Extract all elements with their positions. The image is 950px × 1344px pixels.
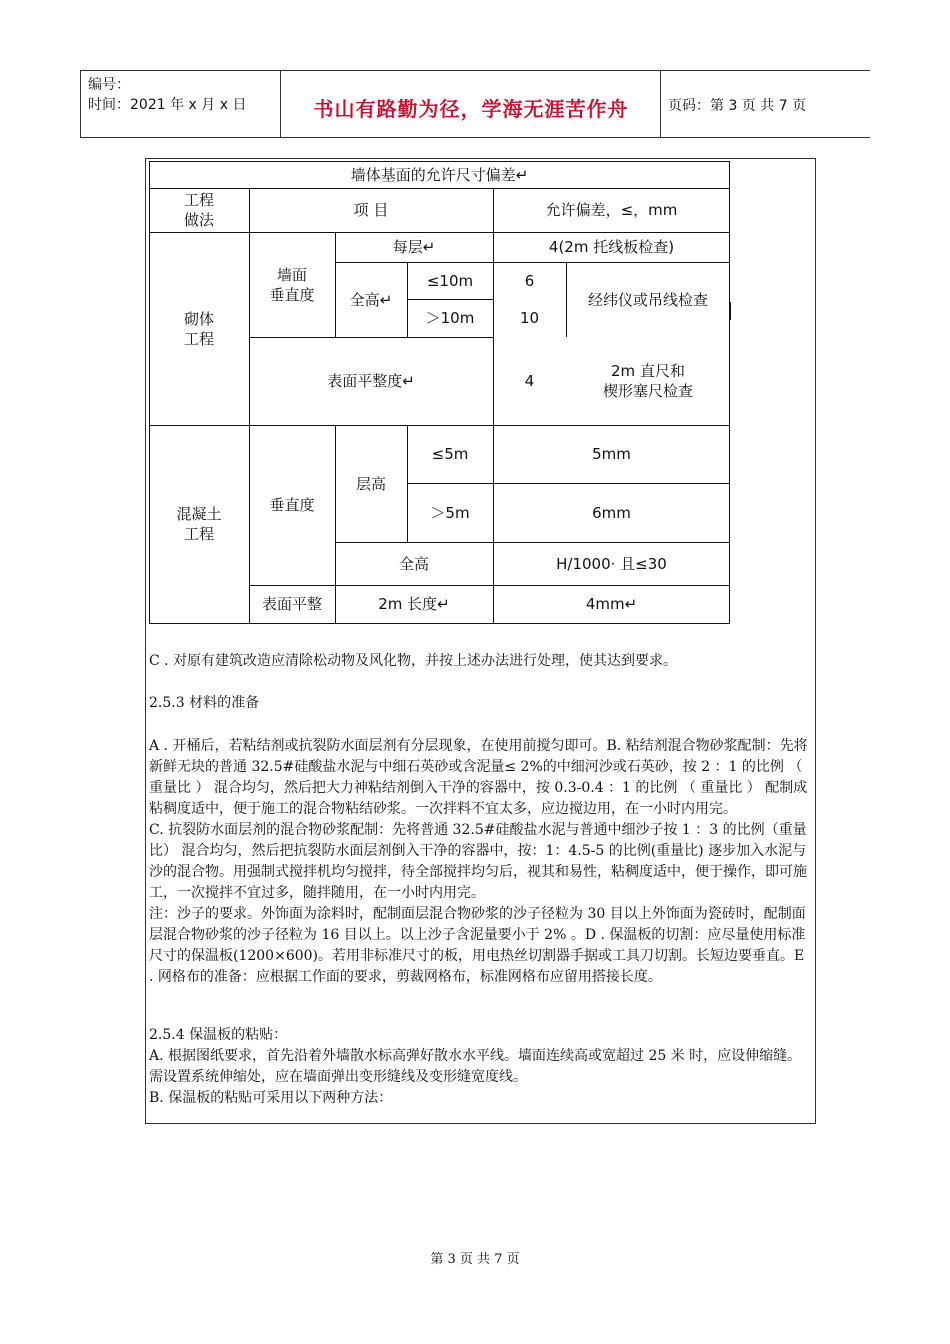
page-header [80, 70, 870, 138]
concrete-flatness-label: 表面平整 [261, 595, 322, 613]
text-cursor-mark [729, 302, 731, 320]
le10-label: ≤10m [426, 271, 474, 290]
le10-value: 6 [524, 271, 535, 290]
gt5-label: ＞5m [430, 503, 470, 522]
bonding-section [149, 1025, 812, 1109]
le5-label: ≤5m [431, 445, 469, 463]
concrete-group: 混凝土 工程 [176, 505, 222, 543]
gt10-label: ＞10m [425, 309, 475, 327]
header-divider [80, 71, 81, 137]
floor-height-label: 层高 [355, 474, 386, 493]
header-number: 编号： [88, 77, 130, 93]
per-floor-label: 每层↵ [392, 238, 436, 256]
section-heading-2-5-4: 2.5.4 保温板的粘贴： [149, 1027, 288, 1043]
gt10-value: 10 [519, 309, 540, 327]
header-divider [280, 71, 281, 137]
wall-vertical-label: 墙面 垂直度 [269, 265, 315, 304]
concrete-vertical-label: 垂直度 [269, 496, 315, 514]
masonry-group: 砌体 工程 [183, 309, 214, 348]
paragraph-bond-b: B. 保温板的粘贴可采用以下两种方法： [149, 1090, 393, 1106]
table-title: 墙体基面的允许尺寸偏差↵ [350, 165, 529, 184]
header-motto: 书山有路勤为径，学海无涯苦作舟 [313, 97, 629, 121]
concrete-flatness-length: 2m 长度↵ [378, 595, 450, 613]
masonry-flatness-check: 2m 直尺和 楔形塞尺检查 [602, 362, 693, 400]
header-item: 项 目 [353, 201, 389, 219]
page-footer: 第 3 页 共 7 页 [430, 1252, 520, 1267]
header-page-info: 页码：第 3 页 共 7 页 [668, 98, 807, 114]
masonry-flatness-value: 4 [524, 372, 535, 390]
paragraph-note: 注：沙子的要求。外饰面为涂料时，配制面层混合物砂浆的沙子径粒为 30 目以上外饰面为瓷砖时，配制面层混合物砂浆的沙子径粒为 16 目以上。以上沙子含泥量要小于 2% 。D . 保温板的切割：应尽量使用标准尺寸的保温板(1200×600)。若用非标准尺寸的板，用电热丝切割器手据或工具刀切割。长短边要垂直。E . 网格布的准备：应根据工作面的要求，剪裁网格布，标准网格布应留用搭接长度。 [149, 906, 806, 985]
gt5-value: 6mm [592, 503, 631, 522]
masonry-flatness-label: 表面平整度↵ [327, 372, 415, 390]
header-method: 工程 做法 [183, 191, 214, 229]
concrete-full-height-value: H/1000· 且≤30 [556, 554, 667, 573]
paragraph-bond-a: A. 根据图纸要求，首先沿着外墙散水标高弹好散水水平线。墙面连续高或宽超过 25 米 时，应设伸缩缝。需设置系统伸缩处，应在墙面弹出变形缝线及变形缝宽度线。 [149, 1048, 802, 1085]
materials-section [149, 736, 812, 988]
check-method: 经纬仪或吊线检查 [587, 290, 708, 309]
paragraph-c-mortar: C. 抗裂防水面层剂的混合物砂浆配制：先将普通 32.5#硅酸盐水泥与普通中细沙子按 1 ：3 的比例（重量比） 混合均匀，然后把抗裂防水面层剂倒入干净的容器中，按：1：4.5-5 的比例(重量比) 逐步加入水泥与沙的混合物。用强制式搅拌机均匀搅拌，待全部搅拌均匀后，视其和易性，粘稠度适中，便于操作，即可施工，一次搅拌不宜过多，随拌随用，在一小时内用完。 [149, 822, 807, 901]
header-tolerance: 允许偏差，≤，mm [545, 201, 678, 219]
concrete-flatness-value: 4mm↵ [585, 595, 638, 613]
per-floor-value: 4(2m 托线板检查) [548, 238, 675, 256]
header-time: 时间：2021 年 x 月 x 日 [88, 97, 247, 113]
concrete-full-height-label: 全高 [398, 554, 429, 573]
section-heading-2-5-3: 2.5.3 材料的准备 [149, 695, 260, 711]
header-meta [88, 75, 246, 115]
le5-value: 5mm [592, 445, 631, 463]
full-height-label: 全高↵ [349, 290, 393, 309]
header-divider [660, 71, 661, 137]
tolerance-table [149, 161, 730, 624]
paragraph-c: C . 对原有建筑改造应清除松动物及风化物，并按上述办法进行处理，使其达到要求。 [149, 653, 678, 669]
paragraph-a-b: A . 开桶后，若粘结剂或抗裂防水面层剂有分层现象，在使用前搅匀即可。B. 粘结剂混合物砂浆配制：先将新鲜无块的普通 32.5#硅酸盐水泥与中细石英砂或含泥量≤ 2%的中细河沙或石英砂，按 2 ：1 的比例 （ 重量比 ） 混合均匀，然后把大力神粘结剂倒入干净的容器中，按 0.3-0.4 ：1 的比例 （ 重量比 ） 配制成粘稠度适中，便于施工的混合物粘结砂浆。一次拌料不宜太多，应边搅边用，在一小时内用完。 [149, 738, 808, 817]
